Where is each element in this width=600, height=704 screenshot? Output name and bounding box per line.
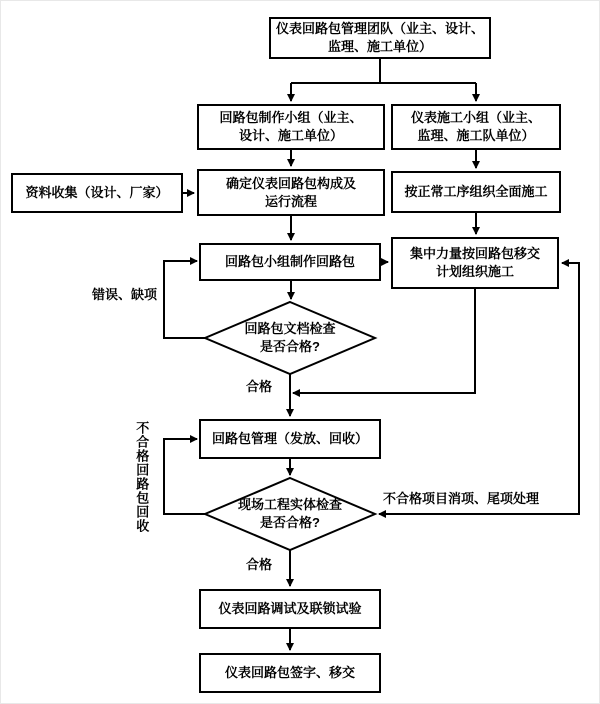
node-normal-construction <box>391 171 561 213</box>
node-focus-construction-label: 集中力量按回路包移交计划组织施工 <box>409 246 540 279</box>
decision-site-check <box>236 488 344 540</box>
node-loop-test-label: 仪表回路调试及联锁试验 <box>218 601 362 617</box>
node-construction-group-label: 仪表施工小组（业主、监理、施工队单位） <box>410 110 541 143</box>
label-error-missing: 错误、缺项 <box>92 287 158 302</box>
decision-doc-check-label: 回路包文档检查是否合格? <box>244 321 336 354</box>
decision-site-check-label: 现场工程实体检查是否合格? <box>237 497 342 530</box>
node-define-package <box>197 169 385 216</box>
node-data-collection-label: 资料收集（设计、厂家） <box>25 185 169 201</box>
label-pass-doc: 合格 <box>246 379 273 394</box>
node-make-package-label: 回路包小组制作回路包 <box>224 254 355 270</box>
label-unqualified-fix: 不合格项目消项、尾项处理 <box>383 491 540 506</box>
decision-doc-check <box>242 312 338 364</box>
node-construction-group <box>391 104 561 150</box>
node-data-collection <box>11 173 183 213</box>
node-team-label: 仪表回路包管理团队（业主、设计、监理、施工单位） <box>275 21 484 54</box>
node-making-group <box>197 104 385 150</box>
node-focus-construction <box>391 237 559 289</box>
edge-rightloop-focus <box>562 263 579 391</box>
node-package-management-label: 回路包管理（发放、回收） <box>211 431 368 447</box>
node-team <box>269 17 491 59</box>
node-sign-handover <box>199 653 381 693</box>
node-loop-test <box>199 589 381 629</box>
label-pass-site: 合格 <box>246 557 273 572</box>
node-making-group-label: 回路包制作小组（业主、设计、施工单位） <box>219 110 363 143</box>
node-normal-construction-label: 按正常工序组织全面施工 <box>404 184 548 200</box>
node-package-management <box>199 419 381 459</box>
node-define-package-label: 确定仪表回路包构成及运行流程 <box>225 175 356 209</box>
node-make-package <box>199 243 381 281</box>
edge-team-branch <box>291 59 476 83</box>
label-unqualified-recover: 不合格回路包回收 <box>134 421 150 533</box>
node-sign-handover-label: 仪表回路包签字、移交 <box>224 665 355 681</box>
